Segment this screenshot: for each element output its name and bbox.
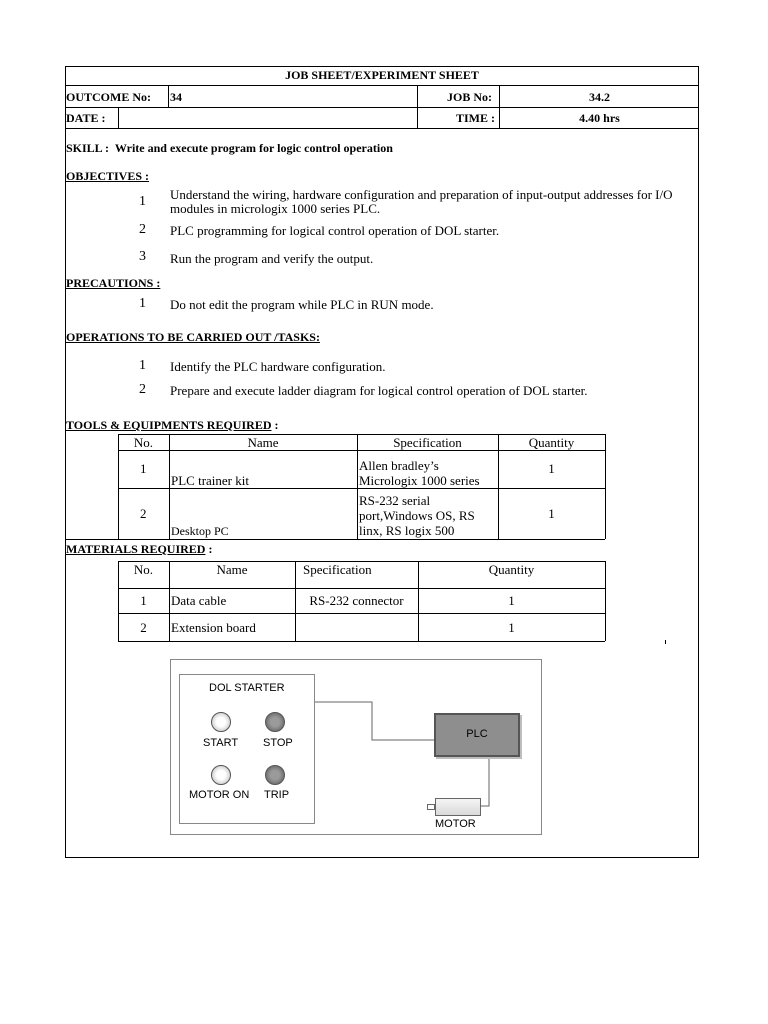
precaution-text: Do not edit the program while PLC in RUN mode. [170, 297, 434, 312]
tools-col-qty: Quantity [528, 435, 575, 450]
motor-icon [435, 798, 481, 816]
materials-row-no: 1 [140, 593, 147, 608]
tools-col-name: Name [247, 435, 279, 450]
materials-col-name: Name [216, 562, 248, 577]
job-value: 34.2 [589, 90, 610, 104]
materials-col-no: No. [133, 562, 154, 577]
objective-text: Understand the wiring, hardware configuration and preparation of input-output addresses for I/O modules in micrologix 1000 series PLC. [170, 187, 673, 216]
trip-label: TRIP [264, 789, 290, 801]
spec-line: port,Windows OS, RS [359, 508, 475, 523]
date-label: DATE : [66, 111, 106, 125]
header-divider-3 [65, 128, 699, 129]
tools-row-qty: 1 [548, 506, 555, 521]
materials-table-border [605, 561, 606, 641]
operation-text: Prepare and execute ladder diagram for logical control operation of DOL starter. [170, 383, 588, 398]
objective-text: Run the program and verify the output. [170, 251, 374, 266]
materials-row-name: Data cable [171, 593, 227, 608]
job-label: JOB No: [447, 90, 492, 104]
tools-col-spec: Specification [393, 435, 462, 450]
dol-diagram [170, 659, 542, 835]
plc-label: PLC [466, 728, 488, 740]
tools-row-spec [359, 493, 475, 538]
materials-table-border [118, 613, 605, 614]
tools-col-no: No. [133, 435, 154, 450]
header-vline [168, 85, 169, 107]
materials-heading-text: MATERIALS REQUIRED [66, 542, 206, 556]
start-label: START [203, 737, 239, 749]
objective-num: 1 [139, 194, 146, 209]
materials-table-border [118, 588, 605, 589]
materials-row-qty: 1 [508, 620, 515, 635]
precaution-num: 1 [139, 296, 146, 311]
skill-line [66, 141, 393, 156]
objective-num: 2 [139, 222, 146, 237]
operation-text: Identify the PLC hardware configuration. [170, 359, 386, 374]
header-vline [417, 85, 418, 128]
outcome-label: OUTCOME No: [66, 90, 151, 104]
materials-row-qty: 1 [508, 593, 515, 608]
spec-line: Allen bradley’s [359, 458, 439, 473]
stop-label: STOP [263, 737, 293, 749]
materials-heading-suffix: : [205, 542, 213, 556]
header-vline [118, 107, 119, 128]
tools-table-border [65, 539, 605, 540]
header-divider-1 [65, 85, 699, 86]
tools-row-spec [359, 458, 480, 488]
objectives-heading: OBJECTIVES : [66, 169, 150, 183]
precautions-heading: PRECAUTIONS : [66, 276, 161, 290]
materials-col-qty: Quantity [488, 562, 535, 577]
tools-row-name: PLC trainer kit [171, 473, 249, 488]
tools-row-no: 2 [140, 506, 147, 521]
operation-num: 1 [139, 358, 146, 373]
tools-heading [66, 418, 278, 433]
time-value: 4.40 hrs [579, 111, 620, 125]
materials-row-name: Extension board [171, 620, 256, 635]
operations-heading: OPERATIONS TO BE CARRIED OUT /TASKS: [66, 330, 320, 344]
tools-heading-text: TOOLS & EQUIPMENTS REQUIRED [66, 418, 272, 432]
materials-table-border [118, 641, 605, 642]
sheet-title: JOB SHEET/EXPERIMENT SHEET [285, 68, 479, 82]
materials-col-spec: Specification [303, 562, 372, 577]
time-label: TIME : [456, 111, 495, 125]
motor-shaft-icon [427, 804, 435, 810]
materials-row-no: 2 [140, 620, 147, 635]
skill-text: Write and execute program for logic control operation [114, 141, 393, 155]
header-divider-2 [65, 107, 699, 108]
tools-heading-suffix: : [271, 418, 279, 432]
spec-line: Micrologix 1000 series [359, 473, 480, 488]
outcome-value: 34 [170, 90, 182, 104]
dol-panel-title: DOL STARTER [209, 682, 285, 694]
plc-to-motor-wire [481, 758, 489, 806]
materials-row-spec: RS-232 connector [309, 593, 404, 608]
spec-line: RS-232 serial [359, 493, 431, 508]
tools-row-name: Desktop PC [171, 524, 229, 538]
panel-to-plc-wire [315, 702, 434, 740]
spec-line: linx, RS logix 500 [359, 523, 455, 538]
motor-on-label: MOTOR ON [189, 789, 250, 801]
tools-row-no: 1 [140, 461, 147, 476]
stray-mark [665, 640, 666, 644]
tools-row-qty: 1 [548, 461, 555, 476]
objective-text: PLC programming for logical control operation of DOL starter. [170, 223, 500, 238]
operation-num: 2 [139, 382, 146, 397]
tools-table-border [605, 434, 606, 539]
materials-heading [66, 542, 212, 557]
skill-label: SKILL : [66, 141, 110, 155]
objective-num: 3 [139, 249, 146, 264]
motor-label: MOTOR [435, 818, 476, 830]
